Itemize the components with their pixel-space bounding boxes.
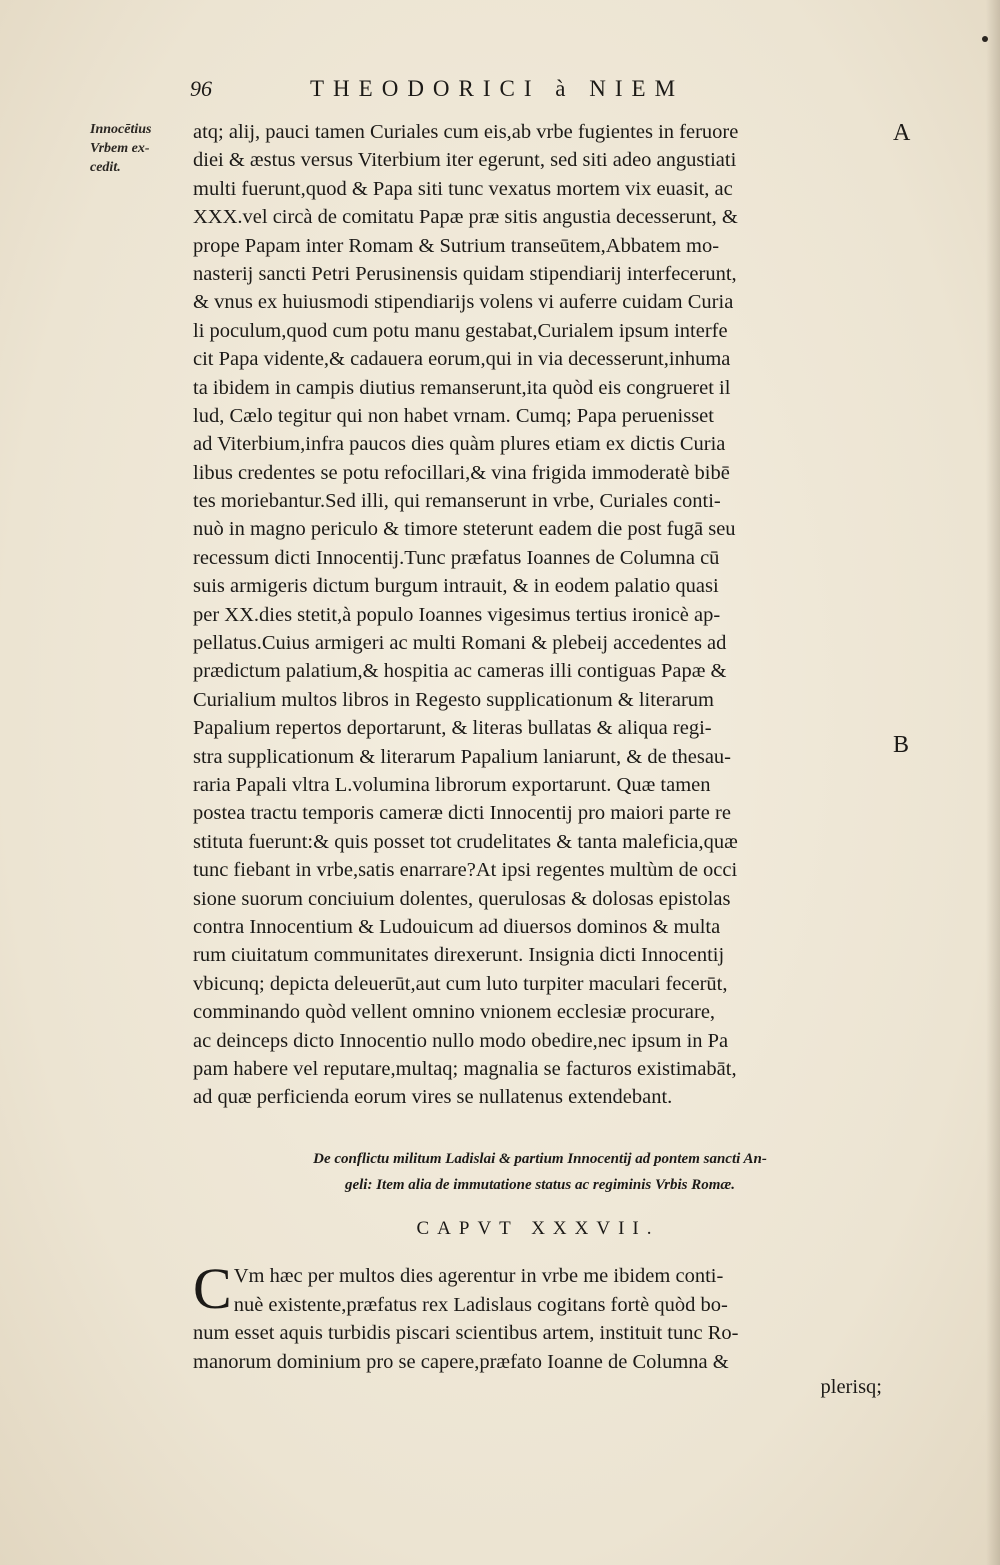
text-line: tunc fiebant in vrbe,satis enarrare?At ipsi regentes multùm de occi [193, 859, 738, 882]
text-line: Papalium repertos deportarunt, & literas bullatas & aliqua regi- [193, 717, 712, 740]
text-line: & vnus ex huiusmodi stipendiarijs volens vi auferre cuidam Curia [193, 291, 734, 314]
text-line: comminando quòd vellent omnino vnionem ecclesiæ procurare, [193, 1001, 716, 1024]
catchword: plerisq; [820, 1376, 882, 1398]
text-line: tes moriebantur.Sed illi, qui remanserunt in vrbe, Curiales conti- [193, 490, 721, 513]
text-line: ad quæ perficienda eorum vires se nullatenus extendebant. [193, 1086, 673, 1109]
chapter-rubric [240, 1146, 840, 1198]
text-line: ta ibidem in campis diutius remanserunt,ita quòd eis congrueret il [193, 376, 731, 399]
text-line: ad Viterbium,infra paucos dies quàm plures etiam ex dictis Curia [193, 433, 726, 456]
text-line: num esset aquis turbidis piscari scientibus artem, instituit tunc Ro- [193, 1322, 739, 1344]
chapter-heading: CAPVT XXXVII. [416, 1218, 660, 1239]
text-line: vbicunq; depicta deleuerūt,aut cum luto turpiter maculari fecerūt, [193, 972, 728, 995]
margin-note-line: Vrbem ex- [90, 141, 150, 156]
text-line: cit Papa vidente,& cadauera eorum,qui in via decesserunt,inhuma [193, 348, 731, 371]
chapter-text-block [193, 1256, 883, 1376]
text-line: postea tractu temporis cameræ dicti Innocentij pro maiori parte re [193, 802, 731, 825]
text-line: stra supplicationum & literarum Papalium laniarunt, & de thesau- [193, 745, 731, 768]
text-line: manorum dominium pro se capere,præfato Ioanne de Columna & [193, 1350, 729, 1373]
text-line: pellatus.Cuius armigeri ac multi Romani & plebeij accedentes ad [193, 632, 727, 655]
text-line: XXX.vel circà de comitatu Papæ præ sitis angustia decesserunt, & [193, 206, 738, 229]
text-line: diei & æstus versus Viterbium iter egerunt, sed siti adeo angustiati [193, 149, 737, 172]
text-line: recessum dicti Innocentij.Tunc præfatus Ioannes de Columna cū [193, 546, 720, 569]
rubric-line: geli: Item alia de immutatione status ac regiminis Vrbis Romæ. [344, 1177, 736, 1193]
text-line: pam habere vel reputare,multaq; magnalia se facturos existimabāt, [193, 1057, 737, 1080]
text-line: multi fuerunt,quod & Papa siti tunc vexatus mortem vix euasit, ac [193, 177, 733, 200]
text-line: contra Innocentium & Ludouicum ad diuersos dominos & multa [193, 915, 721, 938]
text-line: nuè existente,præfatus rex Ladislaus cogitans fortè quòd bo- [233, 1293, 728, 1316]
text-line: per XX.dies stetit,à populo Ioannes vigesimus tertius ironicè ap- [193, 603, 721, 626]
text-line: li poculum,quod cum potu manu gestabat,Curialem ipsum interfe [193, 319, 728, 342]
text-line: prædictum palatium,& hospitia ac cameras illi contiguas Papæ & [193, 660, 727, 683]
text-line: prope Papam inter Romam & Sutrium transeūtem,Abbatem mo- [193, 234, 720, 257]
rubric-line: De conflictu militum Ladislai & partium Innocentij ad pontem sancti An- [313, 1151, 767, 1167]
text-line: rum ciuitatum communitates direxerunt. Insignia dicti Innocentij [193, 944, 725, 967]
page-number: 96 [190, 76, 212, 101]
text-line: ac deinceps dicto Innocentio nullo modo obedire,nec ipsum in Pa [193, 1029, 729, 1052]
text-line: nuò in magno periculo & timore steterunt eadem die post fugā seu [193, 518, 736, 541]
text-line: raria Papali vltra L.volumina librorum exportarunt. Quæ tamen [193, 773, 711, 796]
text-line: nasterij sancti Petri Perusinensis quidam stipendiarij interfecerunt, [193, 262, 737, 285]
text-line: Curialium multos libros in Regesto supplicationum & literarum [193, 688, 714, 711]
running-head: THEODORICI à NIEM [310, 76, 685, 101]
text-line: stituta fuerunt:& quis posset tot crudelitates & tanta maleficia,quæ [193, 830, 738, 853]
text-line: Vm hæc per multos dies agerentur in vrbe me ibidem conti- [233, 1265, 724, 1287]
section-letter-b: B [893, 732, 910, 758]
text-line: suis armigeris dictum burgum intrauit, & in eodem palatio quasi [193, 575, 719, 598]
section-letter-a: A [893, 120, 911, 146]
main-text-block [193, 118, 883, 1112]
drop-cap: C [193, 1256, 232, 1321]
text-line: lud, Cælo tegitur qui non habet vrnam. Cumq; Papa peruenisset [193, 404, 714, 427]
margin-note-line: cedit. [90, 160, 121, 175]
text-line: sione suorum conciuium dolentes, querulosas & dolosas epistolas [193, 887, 731, 910]
text-line: atq; alij, pauci tamen Curiales cum eis,ab vrbe fugientes in feruore [193, 121, 739, 143]
page-header [190, 76, 890, 106]
text-line: libus credentes se potu refocillari,& vina frigida immoderatè bibē [193, 461, 730, 484]
margin-note [90, 120, 185, 177]
page-edge-shadow [986, 0, 1000, 1565]
ink-speck [982, 36, 988, 42]
margin-note-line: Innocētius [90, 122, 152, 137]
